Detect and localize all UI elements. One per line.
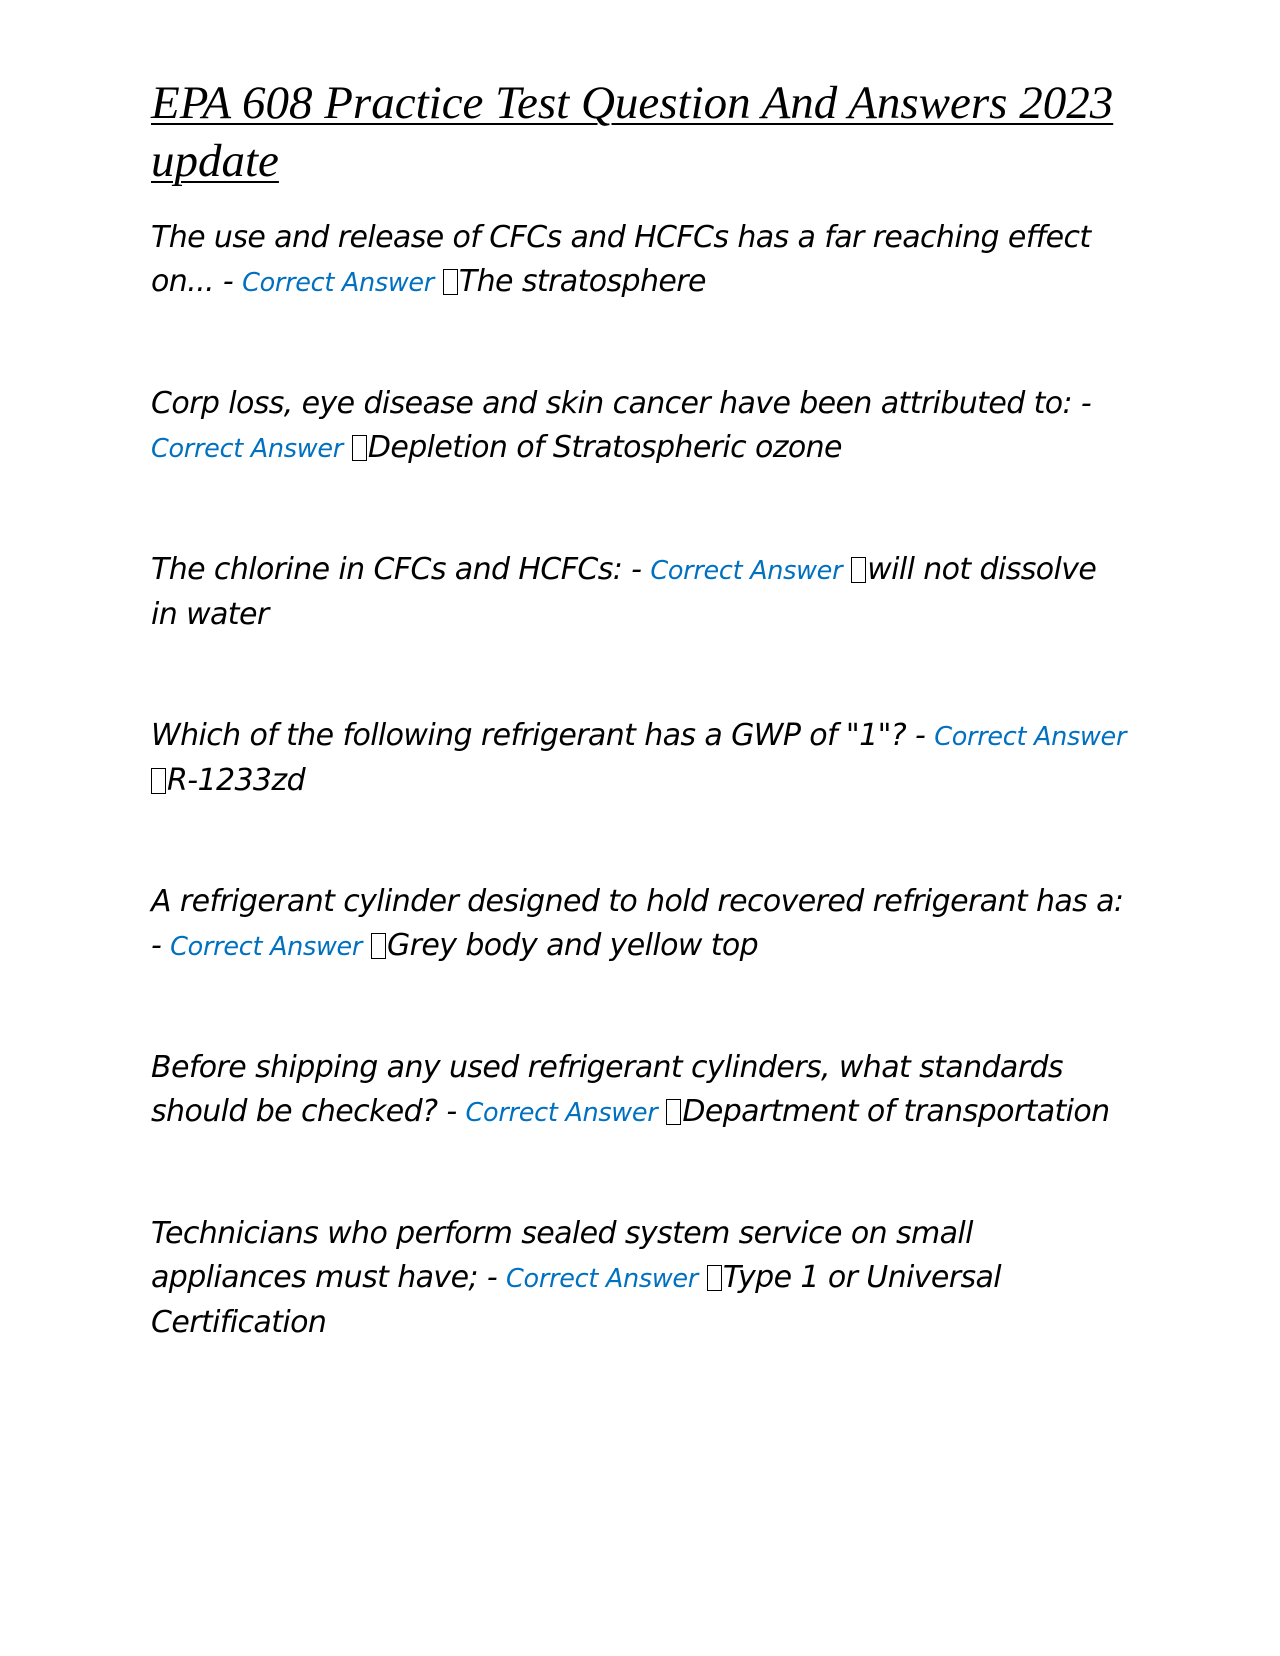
missing-glyph-box-icon bbox=[851, 557, 866, 583]
missing-glyph-box-icon bbox=[371, 933, 386, 959]
correct-answer-label: Correct Answer bbox=[650, 556, 843, 586]
question-text: Technicians who perform sealed system service on small appliances must have; - bbox=[151, 1216, 973, 1295]
question-text: A refrigerant cylinder designed to hold recovered refrigerant has a: - bbox=[151, 884, 1124, 963]
answer-text: Grey body and yellow top bbox=[387, 928, 759, 963]
question-text: The use and release of CFCs and HCFCs has a far reaching effect on... - bbox=[151, 220, 1091, 299]
document-title: EPA 608 Practice Test Question And Answers 2023 update bbox=[151, 77, 1114, 187]
correct-answer-label: Correct Answer bbox=[506, 1264, 698, 1294]
missing-glyph-box-icon bbox=[443, 269, 458, 295]
correct-answer-label: Correct Answer bbox=[151, 434, 343, 464]
question-text: Which of the following refrigerant has a GWP of "1"? - bbox=[151, 718, 926, 753]
correct-answer-label: Correct Answer bbox=[242, 268, 434, 298]
qa-item bbox=[151, 1046, 1131, 1135]
document-page bbox=[151, 74, 1131, 1422]
missing-glyph-box-icon bbox=[151, 768, 166, 794]
qa-item bbox=[151, 880, 1131, 969]
qa-item bbox=[151, 216, 1131, 305]
answer-text: R-1233zd bbox=[167, 763, 306, 798]
answer-text: Department of transportation bbox=[682, 1094, 1110, 1129]
answer-text: Type 1 or Universal Certification bbox=[151, 1260, 1002, 1340]
qa-item bbox=[151, 1212, 1131, 1345]
qa-item bbox=[151, 714, 1131, 803]
question-text: The chlorine in CFCs and HCFCs: - bbox=[151, 552, 642, 587]
correct-answer-label: Correct Answer bbox=[170, 932, 363, 962]
missing-glyph-box-icon bbox=[707, 1265, 722, 1291]
qa-item bbox=[151, 382, 1131, 471]
question-text: Corp loss, eye disease and skin cancer have been attributed to: - bbox=[151, 386, 1092, 421]
correct-answer-label: Correct Answer bbox=[465, 1098, 658, 1128]
missing-glyph-box-icon bbox=[666, 1099, 681, 1125]
answer-text: The stratosphere bbox=[458, 264, 706, 299]
correct-answer-label: Correct Answer bbox=[934, 722, 1127, 752]
answer-text: will not dissolve in water bbox=[151, 552, 1097, 632]
answer-text: Depletion of Stratospheric ozone bbox=[367, 430, 842, 465]
missing-glyph-box-icon bbox=[352, 435, 367, 461]
question-text: Before shipping any used refrigerant cylinders, what standards should be checked? - bbox=[151, 1050, 1063, 1129]
qa-item bbox=[151, 548, 1131, 637]
